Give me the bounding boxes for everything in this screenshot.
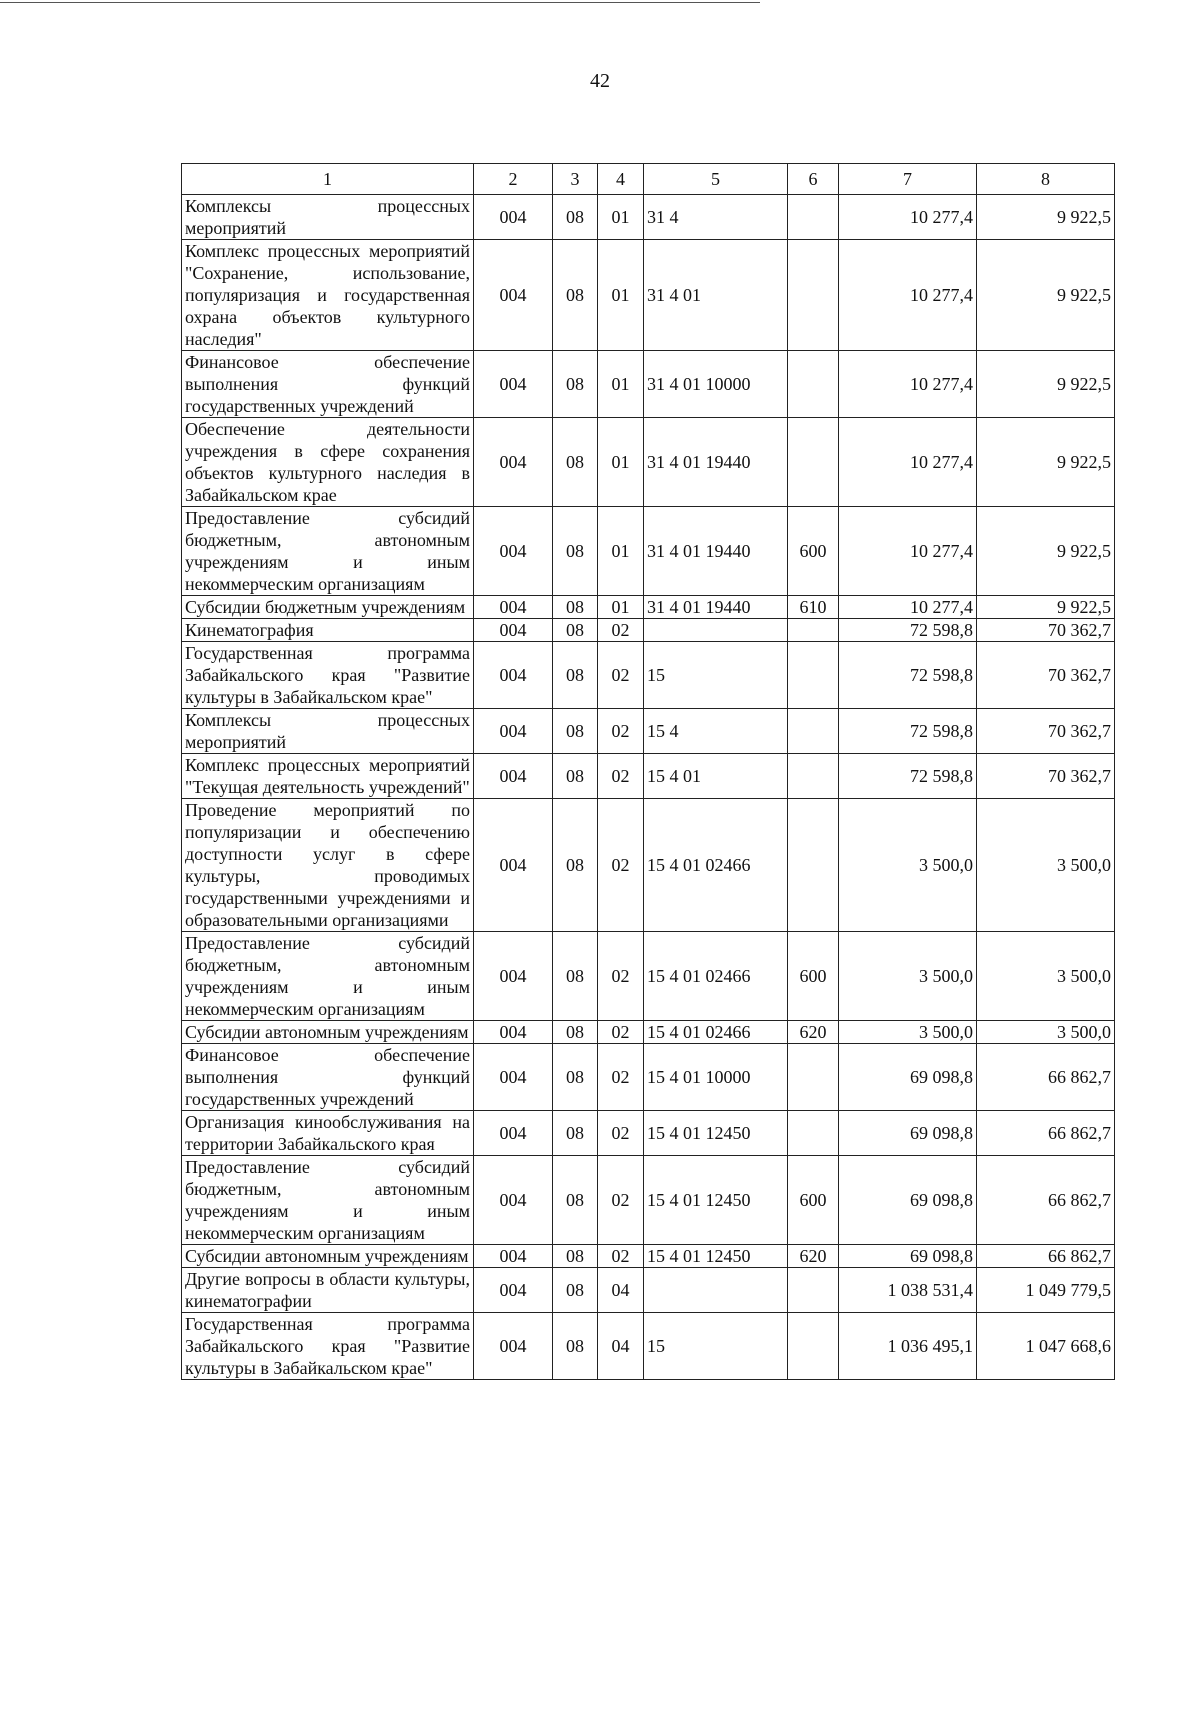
cell-col-4: 01 xyxy=(598,596,644,619)
cell-col-5: 15 4 01 12450 xyxy=(644,1111,788,1156)
cell-col-5: 15 4 01 xyxy=(644,754,788,799)
cell-col-7: 69 098,8 xyxy=(839,1156,977,1245)
cell-name: Другие вопросы в области культуры, кинематографии xyxy=(182,1268,474,1313)
cell-col-8: 70 362,7 xyxy=(977,642,1115,709)
cell-col-6 xyxy=(788,1044,839,1111)
cell-col-8: 66 862,7 xyxy=(977,1156,1115,1245)
cell-col-4: 02 xyxy=(598,754,644,799)
cell-col-7: 72 598,8 xyxy=(839,619,977,642)
cell-name: Субсидии бюджетным учреждениям xyxy=(182,596,474,619)
cell-col-5: 31 4 01 19440 xyxy=(644,507,788,596)
cell-col-5: 31 4 01 xyxy=(644,240,788,351)
cell-col-3: 08 xyxy=(553,507,598,596)
cell-col-2: 004 xyxy=(474,351,553,418)
cell-col-7: 72 598,8 xyxy=(839,642,977,709)
cell-name: Комплексы процессных мероприятий xyxy=(182,709,474,754)
table-row xyxy=(182,754,1115,799)
cell-col-4: 01 xyxy=(598,351,644,418)
cell-col-2: 004 xyxy=(474,932,553,1021)
cell-col-2: 004 xyxy=(474,642,553,709)
cell-col-6 xyxy=(788,240,839,351)
cell-col-8: 1 049 779,5 xyxy=(977,1268,1115,1313)
cell-col-8: 3 500,0 xyxy=(977,799,1115,932)
cell-name: Предоставление субсидий бюджетным, автономным учреждениям и иным некоммерческим организациям xyxy=(182,507,474,596)
cell-col-3: 08 xyxy=(553,240,598,351)
table-row xyxy=(182,1044,1115,1111)
cell-col-4: 01 xyxy=(598,418,644,507)
cell-col-3: 08 xyxy=(553,1044,598,1111)
cell-col-6 xyxy=(788,642,839,709)
cell-col-6: 620 xyxy=(788,1245,839,1268)
cell-col-3: 08 xyxy=(553,642,598,709)
cell-col-8: 9 922,5 xyxy=(977,240,1115,351)
cell-col-4: 02 xyxy=(598,1044,644,1111)
cell-col-6 xyxy=(788,1268,839,1313)
cell-col-2: 004 xyxy=(474,1021,553,1044)
cell-col-6 xyxy=(788,1111,839,1156)
cell-col-3: 08 xyxy=(553,596,598,619)
cell-col-3: 08 xyxy=(553,1245,598,1268)
cell-col-8: 1 047 668,6 xyxy=(977,1313,1115,1380)
cell-col-6: 600 xyxy=(788,932,839,1021)
header-col-5: 5 xyxy=(644,164,788,195)
cell-name: Кинематография xyxy=(182,619,474,642)
cell-name: Предоставление субсидий бюджетным, автономным учреждениям и иным некоммерческим организациям xyxy=(182,1156,474,1245)
cell-col-6 xyxy=(788,754,839,799)
cell-col-7: 3 500,0 xyxy=(839,932,977,1021)
table-row xyxy=(182,596,1115,619)
header-col-3: 3 xyxy=(553,164,598,195)
cell-col-6 xyxy=(788,195,839,240)
cell-col-7: 10 277,4 xyxy=(839,351,977,418)
cell-col-6: 600 xyxy=(788,1156,839,1245)
cell-col-6 xyxy=(788,351,839,418)
header-row xyxy=(182,164,1115,195)
cell-name: Финансовое обеспечение выполнения функций государственных учреждений xyxy=(182,1044,474,1111)
page-number: 42 xyxy=(590,70,610,92)
cell-col-4: 04 xyxy=(598,1268,644,1313)
table-row xyxy=(182,709,1115,754)
cell-col-3: 08 xyxy=(553,1313,598,1380)
budget-table xyxy=(181,163,1115,1380)
cell-col-5: 15 4 01 12450 xyxy=(644,1245,788,1268)
cell-col-3: 08 xyxy=(553,932,598,1021)
header-col-7: 7 xyxy=(839,164,977,195)
cell-col-7: 10 277,4 xyxy=(839,195,977,240)
cell-col-4: 01 xyxy=(598,240,644,351)
header-col-2: 2 xyxy=(474,164,553,195)
table-row xyxy=(182,1156,1115,1245)
cell-col-5: 15 4 01 02466 xyxy=(644,799,788,932)
cell-col-3: 08 xyxy=(553,1268,598,1313)
cell-col-2: 004 xyxy=(474,418,553,507)
cell-col-2: 004 xyxy=(474,1245,553,1268)
cell-col-6 xyxy=(788,418,839,507)
cell-col-4: 02 xyxy=(598,1245,644,1268)
cell-col-5: 15 4 01 02466 xyxy=(644,1021,788,1044)
cell-col-6 xyxy=(788,709,839,754)
table-row xyxy=(182,1268,1115,1313)
cell-col-5: 31 4 01 10000 xyxy=(644,351,788,418)
cell-col-7: 1 036 495,1 xyxy=(839,1313,977,1380)
table-row xyxy=(182,642,1115,709)
cell-col-8: 9 922,5 xyxy=(977,596,1115,619)
cell-col-7: 69 098,8 xyxy=(839,1245,977,1268)
cell-col-5: 31 4 01 19440 xyxy=(644,596,788,619)
cell-name: Обеспечение деятельности учреждения в сфере сохранения объектов культурного наследия в Забайкальском крае xyxy=(182,418,474,507)
header-col-6: 6 xyxy=(788,164,839,195)
cell-name: Комплексы процессных мероприятий xyxy=(182,195,474,240)
cell-col-5: 15 4 01 12450 xyxy=(644,1156,788,1245)
header-col-1: 1 xyxy=(182,164,474,195)
table-row xyxy=(182,1313,1115,1380)
table-body xyxy=(182,195,1115,1380)
cell-col-5: 15 4 01 10000 xyxy=(644,1044,788,1111)
table-row xyxy=(182,351,1115,418)
cell-col-8: 70 362,7 xyxy=(977,709,1115,754)
cell-col-6: 620 xyxy=(788,1021,839,1044)
cell-col-7: 72 598,8 xyxy=(839,754,977,799)
table-row xyxy=(182,619,1115,642)
cell-col-2: 004 xyxy=(474,596,553,619)
cell-col-6 xyxy=(788,1313,839,1380)
cell-col-3: 08 xyxy=(553,1156,598,1245)
table-row xyxy=(182,1245,1115,1268)
cell-name: Субсидии автономным учреждениям xyxy=(182,1021,474,1044)
cell-col-7: 3 500,0 xyxy=(839,1021,977,1044)
cell-col-4: 01 xyxy=(598,195,644,240)
cell-col-2: 004 xyxy=(474,754,553,799)
cell-col-2: 004 xyxy=(474,240,553,351)
cell-name: Финансовое обеспечение выполнения функций государственных учреждений xyxy=(182,351,474,418)
cell-col-8: 66 862,7 xyxy=(977,1044,1115,1111)
table-row xyxy=(182,240,1115,351)
cell-col-8: 70 362,7 xyxy=(977,754,1115,799)
cell-name: Комплекс процессных мероприятий "Текущая деятельность учреждений" xyxy=(182,754,474,799)
cell-col-2: 004 xyxy=(474,1156,553,1245)
cell-col-3: 08 xyxy=(553,351,598,418)
cell-col-2: 004 xyxy=(474,1268,553,1313)
cell-col-3: 08 xyxy=(553,799,598,932)
cell-name: Государственная программа Забайкальского края "Развитие культуры в Забайкальском крае" xyxy=(182,1313,474,1380)
cell-col-2: 004 xyxy=(474,1111,553,1156)
cell-col-3: 08 xyxy=(553,754,598,799)
cell-col-3: 08 xyxy=(553,1021,598,1044)
cell-col-5: 15 4 01 02466 xyxy=(644,932,788,1021)
cell-col-7: 10 277,4 xyxy=(839,596,977,619)
header-col-4: 4 xyxy=(598,164,644,195)
table-row xyxy=(182,1021,1115,1044)
cell-col-7: 3 500,0 xyxy=(839,799,977,932)
cell-col-5: 31 4 01 19440 xyxy=(644,418,788,507)
cell-col-4: 02 xyxy=(598,1021,644,1044)
cell-col-2: 004 xyxy=(474,1044,553,1111)
cell-col-7: 10 277,4 xyxy=(839,418,977,507)
cell-col-4: 02 xyxy=(598,932,644,1021)
cell-name: Комплекс процессных мероприятий "Сохранение, использование, популяризация и государственная охрана объектов культурного наследия" xyxy=(182,240,474,351)
cell-col-8: 3 500,0 xyxy=(977,932,1115,1021)
cell-col-4: 02 xyxy=(598,709,644,754)
cell-col-3: 08 xyxy=(553,418,598,507)
cell-col-4: 02 xyxy=(598,799,644,932)
table-row xyxy=(182,418,1115,507)
cell-col-7: 72 598,8 xyxy=(839,709,977,754)
cell-col-5: 31 4 xyxy=(644,195,788,240)
cell-col-4: 02 xyxy=(598,619,644,642)
cell-col-2: 004 xyxy=(474,799,553,932)
cell-col-8: 9 922,5 xyxy=(977,195,1115,240)
cell-col-8: 9 922,5 xyxy=(977,351,1115,418)
cell-col-5 xyxy=(644,619,788,642)
top-edge-rule xyxy=(0,2,760,3)
cell-name: Государственная программа Забайкальского края "Развитие культуры в Забайкальском крае" xyxy=(182,642,474,709)
cell-col-4: 02 xyxy=(598,642,644,709)
cell-col-8: 70 362,7 xyxy=(977,619,1115,642)
cell-col-7: 69 098,8 xyxy=(839,1111,977,1156)
cell-col-6 xyxy=(788,799,839,932)
header-col-8: 8 xyxy=(977,164,1115,195)
cell-col-8: 66 862,7 xyxy=(977,1111,1115,1156)
cell-col-4: 04 xyxy=(598,1313,644,1380)
cell-col-3: 08 xyxy=(553,619,598,642)
cell-col-7: 69 098,8 xyxy=(839,1044,977,1111)
cell-col-6: 600 xyxy=(788,507,839,596)
cell-col-7: 1 038 531,4 xyxy=(839,1268,977,1313)
cell-col-3: 08 xyxy=(553,1111,598,1156)
cell-col-3: 08 xyxy=(553,709,598,754)
cell-col-3: 08 xyxy=(553,195,598,240)
cell-name: Предоставление субсидий бюджетным, автономным учреждениям и иным некоммерческим организациям xyxy=(182,932,474,1021)
cell-col-4: 02 xyxy=(598,1156,644,1245)
cell-col-7: 10 277,4 xyxy=(839,507,977,596)
cell-col-5: 15 xyxy=(644,642,788,709)
table-row xyxy=(182,195,1115,240)
cell-col-2: 004 xyxy=(474,507,553,596)
table-row xyxy=(182,799,1115,932)
table-row xyxy=(182,507,1115,596)
cell-col-6 xyxy=(788,619,839,642)
cell-col-6: 610 xyxy=(788,596,839,619)
cell-col-8: 3 500,0 xyxy=(977,1021,1115,1044)
cell-name: Проведение мероприятий по популяризации и обеспечению доступности услуг в сфере культуры, проводимых государственными учреждениями и образовательными организациями xyxy=(182,799,474,932)
cell-col-8: 9 922,5 xyxy=(977,418,1115,507)
cell-col-5: 15 4 xyxy=(644,709,788,754)
cell-col-8: 66 862,7 xyxy=(977,1245,1115,1268)
cell-col-4: 02 xyxy=(598,1111,644,1156)
cell-col-2: 004 xyxy=(474,195,553,240)
cell-name: Субсидии автономным учреждениям xyxy=(182,1245,474,1268)
cell-col-2: 004 xyxy=(474,709,553,754)
cell-col-8: 9 922,5 xyxy=(977,507,1115,596)
table-row xyxy=(182,1111,1115,1156)
cell-col-5: 15 xyxy=(644,1313,788,1380)
cell-name: Организация кинообслуживания на территории Забайкальского края xyxy=(182,1111,474,1156)
cell-col-4: 01 xyxy=(598,507,644,596)
table-row xyxy=(182,932,1115,1021)
cell-col-7: 10 277,4 xyxy=(839,240,977,351)
cell-col-5 xyxy=(644,1268,788,1313)
cell-col-2: 004 xyxy=(474,619,553,642)
cell-col-2: 004 xyxy=(474,1313,553,1380)
